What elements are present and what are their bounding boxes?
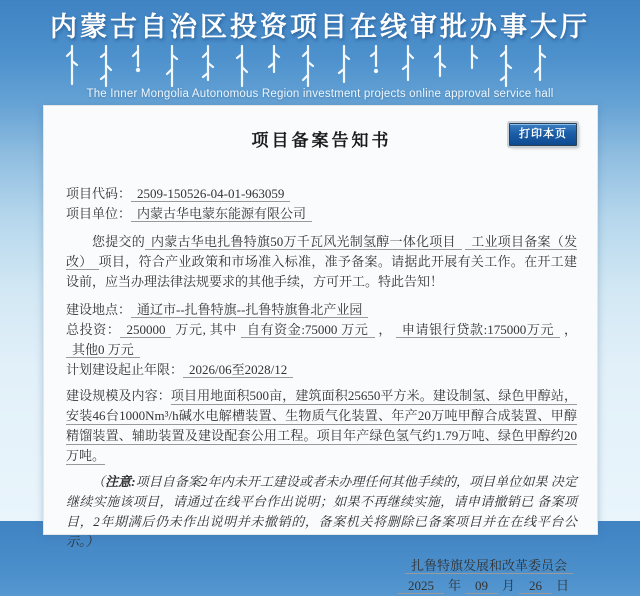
date-line: [66, 576, 577, 596]
project-unit-line: [66, 204, 577, 224]
day-label: 日: [555, 578, 569, 593]
notice-panel: [43, 105, 598, 593]
project-code-line: [66, 184, 577, 204]
note-text: 项目自备案2年内未开工建设或者未办理任何其他手续的，项目单位如果 决定继续实施该项目，请通过在线平台作出说明；如果不再继续实施，请申请撤销已 备案项目，2年期满后仍未作出说明并未撤销的，备案机关将删除已备案项目并在在线平台公示。）: [66, 474, 577, 549]
separator: ，: [563, 322, 577, 337]
investment-total-value: 250000: [120, 322, 171, 338]
bank-loan-value: 申请银行贷款:175000万元: [396, 322, 560, 338]
investment-line: [66, 320, 577, 360]
scale-label: 建设规模及内容：: [66, 388, 171, 403]
note-bold-label: 注意:: [105, 474, 136, 489]
investment-mid-text: 万元, 其中: [175, 322, 237, 337]
date-day-value: 26: [519, 578, 552, 594]
para-prefix: 您提交的: [92, 234, 145, 249]
location-value: 通辽市--扎鲁特旗--扎鲁特旗鲁北产业园: [131, 302, 368, 318]
authority-line: [66, 556, 577, 576]
signature-block: [66, 556, 577, 596]
scale-paragraph: [66, 386, 577, 466]
year-label: 年: [447, 578, 461, 593]
other-funds-value: 其他0 万元: [66, 342, 140, 358]
authority-value: 扎鲁特旗发展和改革委员会: [405, 558, 573, 574]
record-type-value: 工业项目备案（发改）: [66, 234, 577, 269]
investment-label: 总投资：: [66, 322, 121, 337]
doc-title: 项目备案告知书: [251, 131, 392, 150]
project-code-label: 项目代码：: [66, 186, 132, 201]
separator: ，: [378, 322, 393, 337]
self-funds-value: 自有资金:75000 万元: [241, 322, 375, 338]
site-title: 内蒙古自治区投资项目在线审批办事大厅: [50, 12, 590, 42]
period-label: 计划建设起止年限：: [66, 362, 184, 377]
para-suffix: 项目，符合产业政策和市场准入标准，准予备案。请据此开展有关工作。在开工建设前，应当办理法律法规要求的其他手续，方可开工。特此告知！: [66, 254, 577, 289]
print-page-button[interactable]: 打印本页: [509, 123, 577, 146]
note-paragraph: [66, 472, 577, 552]
note-open-paren: （: [92, 474, 106, 489]
mongolian-script-icon: [60, 45, 580, 87]
scale-content-value: 项目用地面积500亩，建筑面积25650平方米。建设制氢、绿色甲醇站，安装46台1000Nm³/h碱水电解槽装置、生物质气化装置、年产20万吨甲醇合成装置、甲醇精馏装置、辅助装置及建设配套公用工程。项目年产绿色氢气约1.79万吨、绿色甲醇约20万吨。: [66, 388, 577, 463]
project-name-value: 内蒙古华电扎鲁特旗50万千瓦风光制氢醇一体化项目: [145, 234, 462, 250]
period-line: [66, 360, 577, 380]
approval-paragraph: [66, 232, 577, 292]
date-month-value: 09: [465, 578, 498, 594]
project-unit-value: 内蒙古华电蒙东能源有限公司: [131, 206, 312, 222]
month-label: 月: [501, 578, 515, 593]
project-unit-label: 项目单位：: [66, 206, 132, 221]
location-line: [66, 300, 577, 320]
period-value: 2026/06至2028/12: [183, 362, 293, 378]
site-header: [0, 0, 640, 105]
location-label: 建设地点：: [66, 302, 132, 317]
project-code-value: 2509-150526-04-01-963059: [131, 186, 290, 202]
site-subtitle-en: The Inner Mongolia Autonomous Region investment projects online approval service hall: [86, 88, 554, 100]
date-year-value: 2025: [398, 578, 444, 594]
